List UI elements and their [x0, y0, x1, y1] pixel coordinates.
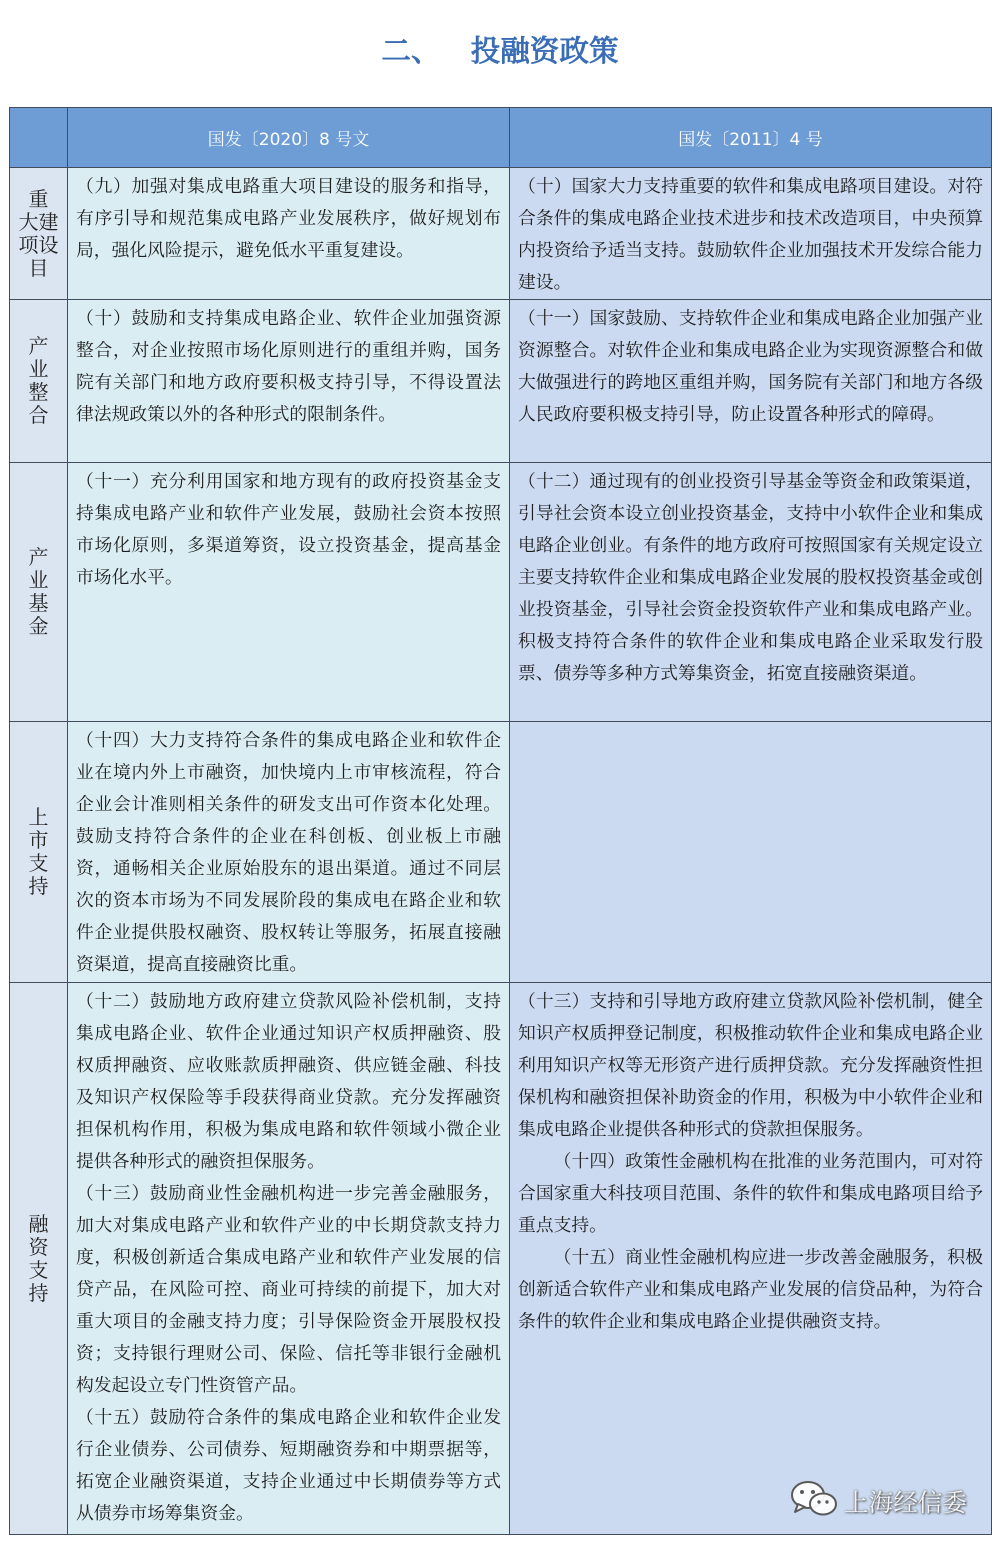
watermark — [790, 1480, 967, 1522]
policy-comparison-table — [9, 107, 992, 1535]
row-label-line: 持 — [28, 874, 49, 898]
policy-2020-cell — [68, 300, 510, 463]
row-label-line: 金 — [28, 614, 49, 638]
policy-clause-2020: （十）鼓励和支持集成电路企业、软件企业加强资源整合，对企业按照市场化原则进行的重组并购，国务院有关部门和地方政府要积极支持引导，不得设置法律法规政策以外的各种形式的限制条件。 — [76, 308, 501, 425]
row-label-line: 市 — [28, 828, 49, 852]
policy-2020-cell — [68, 463, 510, 722]
policy-2020-cell — [68, 722, 510, 983]
policy-clause-2020: （十四）大力支持符合条件的集成电路企业和软件企业在境内外上市融资，加快境内上市审核流程，符合企业会计准则相关条件的研发支出可作资本化处理。鼓励支持符合条件的企业在科创板、创业板上市融资，通畅相关企业原始股东的退出渠道。通过不同层次的资本市场为不同发展阶段的集成电在路企业和软件企业提供股权融资、股权转让等服务，拓展直接融资渠道，提高直接融资比重。 — [76, 730, 501, 975]
row-label-line: 业 — [28, 568, 49, 592]
policy-clause-2011: （十四）政策性金融机构在批准的业务范围内，可对符合国家重大科技项目范围、条件的软件和集成电路项目给予重点支持。 — [518, 1151, 983, 1236]
policy-2011-cell — [510, 168, 992, 300]
row-label-line: 项设 — [18, 232, 59, 257]
header-2011: 国发〔2011〕4 号 — [510, 108, 992, 168]
policy-clause-2011: （十一）国家鼓励、支持软件企业和集成电路企业加强产业资源整合。对软件企业和集成电路企业为实现资源整合和做大做强进行的跨地区重组并购，国务院有关部门和地方各级人民政府要积极支持引导，防止设置各种形式的障碍。 — [518, 308, 983, 425]
policy-clause-2011: （十三）支持和引导地方政府建立贷款风险补偿机制，健全知识产权质押登记制度，积极推动软件企业和集成电路企业利用知识产权等无形资产进行质押贷款。充分发挥融资性担保机构和融资担保补助资金的作用，积极为中小软件企业和集成电路企业提供各种形式的贷款担保服务。 — [518, 991, 983, 1140]
row-label-line: 基 — [28, 591, 49, 615]
row-label-line: 产 — [28, 334, 49, 358]
row-label-line: 大建 — [18, 209, 59, 234]
policy-clause-2020: （十三）鼓励商业性金融机构进一步完善金融服务，加大对集成电路产业和软件产业的中长期贷款支持力度，积极创新适合集成电路产业和软件产业发展的信贷产品，在风险可控、商业可持续的前提下，加大对重大项目的金融支持力度；引导保险资金开展股权投资；支持银行理财公司、保险、信托等非银行金融机构发起设立专门性资管产品。 — [76, 1183, 501, 1396]
policy-clause-2011: （十二）通过现有的创业投资引导基金等资金和政策渠道，引导社会资本设立创业投资基金，支持中小软件企业和集成电路企业创业。有条件的地方政府可按照国家有关规定设立主要支持软件企业和集成电路企业发展的股权投资基金或创业投资基金，引导社会资金投资软件产业和集成电路产业。积极支持符合条件的软件企业和集成电路企业采取发行股票、债券等多种方式筹集资金，拓宽直接融资渠道。 — [518, 471, 983, 684]
row-label-line: 支 — [28, 851, 49, 875]
table-row — [10, 722, 992, 983]
policy-clause-2011: （十五）商业性金融机构应进一步改善金融服务，积极创新适合软件产业和集成电路产业发展的信贷品种，为符合条件的软件企业和集成电路企业提供融资支持。 — [518, 1247, 983, 1332]
section-number: 二、 — [381, 34, 441, 68]
policy-clause-2011: （十）国家大力支持重要的软件和集成电路项目建设。对符合条件的集成电路企业技术进步和技术改造项目，中央预算内投资给予适当支持。鼓励软件企业加强技术开发综合能力建设。 — [518, 176, 983, 293]
table-header-row — [10, 108, 992, 168]
watermark-text: 上海经信委 — [844, 1487, 967, 1517]
policy-2011-cell — [510, 983, 992, 1535]
row-label-line: 业 — [28, 357, 49, 381]
policy-clause-2020: （十二）鼓励地方政府建立贷款风险补偿机制，支持集成电路企业、软件企业通过知识产权质押融资、股权质押融资、应收账款质押融资、供应链金融、科技及知识产权保险等手段获得商业贷款。充分发挥融资担保机构作用，积极为集成电路和软件领域小微企业提供各种形式的融资担保服务。 — [76, 991, 501, 1172]
table-row — [10, 983, 992, 1535]
policy-2011-cell — [510, 300, 992, 463]
table-row — [10, 168, 992, 300]
header-label-cell — [10, 108, 68, 168]
row-label-line: 持 — [28, 1280, 49, 1305]
row-label — [10, 463, 68, 722]
table-row — [10, 300, 992, 463]
wechat-icon — [790, 1479, 838, 1523]
row-label — [10, 722, 68, 983]
row-label-line: 上 — [28, 805, 49, 829]
row-label-line: 支 — [28, 1257, 49, 1282]
row-label — [10, 168, 68, 300]
policy-2020-cell — [68, 168, 510, 300]
section-title: 投融资政策 — [470, 34, 619, 68]
policy-clause-2020: （九）加强对集成电路重大项目建设的服务和指导，有序引导和规范集成电路产业发展秩序，做好规划布局，强化风险提示，避免低水平重复建设。 — [76, 176, 501, 261]
row-label-line: 产 — [28, 545, 49, 569]
row-label-line: 整 — [28, 380, 49, 404]
row-label-line: 资 — [28, 1234, 49, 1259]
row-label-line: 重 — [28, 186, 49, 211]
policy-2011-cell — [510, 463, 992, 722]
row-label — [10, 300, 68, 463]
row-label-line: 融 — [28, 1211, 49, 1236]
row-label-line: 目 — [28, 255, 49, 280]
policy-clause-2020: （十一）充分利用国家和地方现有的政府投资基金支持集成电路产业和软件产业发展，鼓励社会资本按照市场化原则，多渠道筹资，设立投资基金，提高基金市场化水平。 — [76, 471, 501, 588]
table-row — [10, 463, 992, 722]
section-heading — [0, 22, 1000, 76]
header-2020: 国发〔2020〕8 号文 — [68, 108, 510, 168]
policy-2011-cell-empty — [510, 722, 992, 983]
row-label-line: 合 — [28, 403, 49, 427]
row-label — [10, 983, 68, 1535]
policy-clause-2020: （十五）鼓励符合条件的集成电路企业和软件企业发行企业债券、公司债券、短期融资券和中期票据等，拓宽企业融资渠道，支持企业通过中长期债券等方式从债券市场筹集资金。 — [76, 1407, 501, 1524]
policy-2020-cell — [68, 983, 510, 1535]
